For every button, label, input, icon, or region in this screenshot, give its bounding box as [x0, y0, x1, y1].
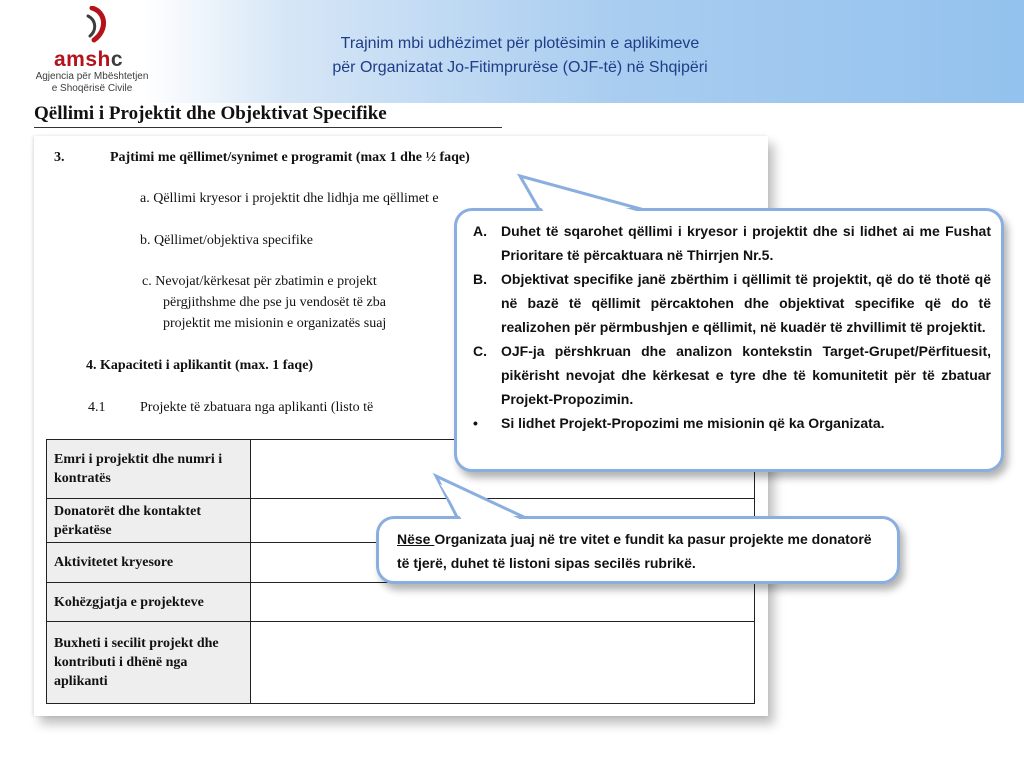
- item-a: a. Qëllimi kryesor i projektit dhe lidhja me qëllimet e: [140, 191, 439, 206]
- item-b: b. Qëllimet/objektiva specifike: [140, 233, 314, 248]
- slide-heading: Qëllimi i Projektit dhe Objektivat Specifike: [34, 103, 387, 124]
- table-cell-input[interactable]: [251, 583, 755, 622]
- heading-underline: [34, 127, 502, 128]
- section-41-number: 4.1: [88, 400, 106, 415]
- presentation-title: Trajnim mbi udhëzimet për plotësimin e aplikimeve për Organizatat Jo-Fitimprurëse (OJF-të) në Shqipëri: [332, 35, 708, 76]
- section-41-text: Projekte të zbatuara nga aplikanti (listo të: [140, 400, 374, 415]
- table-row-header: Donatorët dhe kontaktet përkatëse: [47, 499, 251, 543]
- table-row: [47, 583, 755, 622]
- table-row-header: Kohëzgjatja e projekteve: [47, 583, 251, 622]
- section-3-number: 3.: [54, 150, 65, 165]
- table-row-header: Emri i projektit dhe numri i kontratës: [47, 440, 251, 499]
- amshc-logo: [24, 6, 184, 98]
- table-row-header: Buxheti i secilit projekt dhe kontributi i dhënë nga aplikanti: [47, 622, 251, 704]
- explanation-callout: [454, 208, 1004, 472]
- list-item: B. Objektivat specifike janë zbërthim i qëllimit të projektit, që do të thotë që në bazë të qëllimit përcaktohen dhe objektivat specifike që do të realizohen për përmbushjen e qëllimit, në kuadër të zhvillimit të projektit.: [473, 271, 991, 335]
- logo-swirl-icon: [86, 6, 112, 44]
- explanation-list: [457, 211, 1001, 435]
- section-3-title: Pajtimi me qëllimet/synimet e programit (max 1 dhe ½ faqe): [110, 150, 470, 165]
- table-row: [47, 622, 755, 704]
- table-row-header: Aktivitetet kryesore: [47, 543, 251, 583]
- list-item: C. OJF-ja përshkruan dhe analizon kontekstin Target-Grupet/Përfituesit, pikërisht nevojat dhe kërkesat e tyre dhe të komunitetit për të zbatuar Projekt-Propozimin.: [473, 343, 991, 407]
- logo-subtitle: Agjencia për Mbështetjen e Shoqërisë Civile: [35, 71, 149, 94]
- item-c-line3: projektit me misionin e organizatës suaj: [163, 316, 387, 331]
- list-item: A. Duhet të sqarohet qëllimi i kryesor i projektit dhe si lidhet ai me Fushat Prioritare të përcaktuara në Thirrjen Nr.5.: [473, 223, 991, 263]
- note-text: Nëse Organizata juaj në tre vitet e fundit ka pasur projekte me donatorë të tjerë, duhet të listoni sipas secilës rubrikë.: [397, 531, 872, 571]
- item-c-line1: c. Nevojat/kërkesat për zbatimin e projekt: [142, 274, 377, 289]
- logo-wordmark: amshc: [54, 48, 124, 71]
- note-callout: [376, 516, 900, 584]
- list-item: • Si lidhet Projekt-Propozimi me misionin që ka Organizata.: [473, 415, 885, 431]
- item-c-line2: përgjithshme dhe pse ju vendosët të zba: [163, 295, 386, 310]
- header-bar: [0, 0, 1024, 103]
- table-cell-input[interactable]: [251, 622, 755, 704]
- section-4-title: 4. Kapaciteti i aplikantit (max. 1 faqe): [86, 358, 314, 373]
